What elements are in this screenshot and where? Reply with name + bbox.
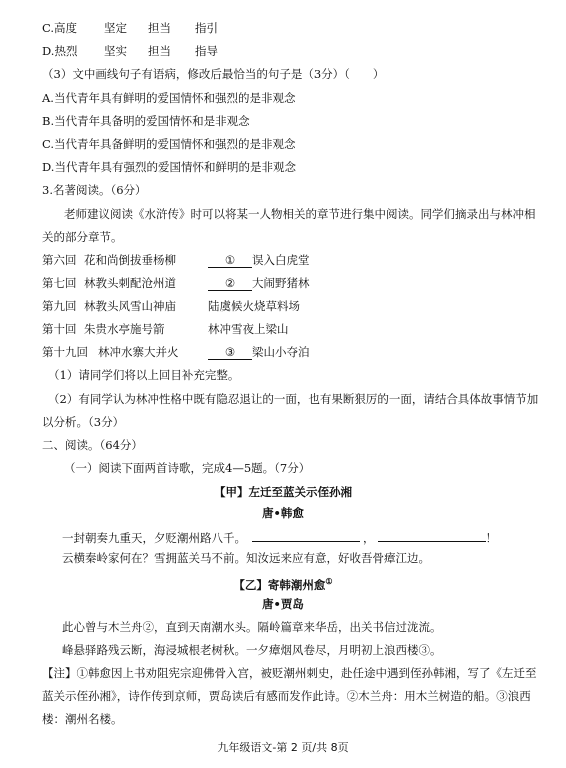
- chapter-title-left: 花和尚倒拔垂杨柳: [84, 253, 176, 267]
- poem2-title: [0, 573, 566, 593]
- poem2-title-footnote: ①: [325, 576, 333, 586]
- poem2-author: 唐•贾岛: [262, 597, 304, 611]
- chapter-blank: ①: [208, 253, 252, 268]
- chapter-row: [42, 252, 310, 268]
- poem2-title-text: 【乙】寄韩潮州愈: [233, 577, 326, 592]
- poem1-line1-text: 一封朝奏九重天，夕贬潮州路八千。: [62, 531, 246, 545]
- poem1-author: 唐•韩愈: [262, 506, 304, 520]
- poem-answer-blank-1: [252, 527, 360, 542]
- poem1-line1: 一封朝奏九重天，夕贬潮州路八千。 ， ！: [62, 527, 497, 546]
- option-word-1: 坚定: [104, 21, 127, 35]
- chapter-row: [42, 321, 289, 337]
- poem-answer-blank-2: [378, 527, 486, 542]
- poem2-line1: 此心曾与木兰舟②，直到天南潮水头。隔岭篇章来华岳，出关书信过泷流。: [62, 620, 442, 634]
- chapter-blank: ②: [208, 276, 252, 291]
- option-word-1: 坚实: [104, 44, 127, 58]
- chapter-number: 第十九回: [42, 345, 88, 359]
- section-3-sub2-line1: （2）有同学认为林冲性格中既有隐忍退让的一面，也有果断狠厉的一面，请结合具体故事情节加: [48, 392, 539, 406]
- chapter-row: [42, 275, 310, 291]
- chapter-title-left: 林冲水寨大并火: [98, 345, 179, 359]
- section-3-sub2-line2: 以分析。（3分）: [42, 415, 125, 429]
- chapter-title-left: 林教头风雪山神庙: [84, 299, 176, 313]
- chapter-title-left: 朱贵水亭施号箭: [84, 322, 165, 336]
- chapter-title-right: 林冲雪夜上梁山: [208, 322, 289, 336]
- q2-option-c: [42, 20, 218, 36]
- chapter-title-right: 陆虞候火烧草料场: [208, 299, 300, 313]
- chapter-number: 第六回: [42, 253, 77, 267]
- q3-option-d: D.当代青年具有强烈的爱国情怀和鲜明的是非观念: [42, 160, 296, 174]
- section-3-intro-line1: 老师建议阅读《水浒传》时可以将某一人物相关的章节进行集中阅读。同学们摘录出与林冲相: [64, 207, 536, 221]
- option-word-3: 指导: [195, 44, 218, 58]
- poem2-line2: 峰悬驿路残云断，海浸城根老树秋。一夕瘴烟风卷尽，月明初上浪西楼③。: [62, 643, 442, 657]
- chapter-row: [42, 298, 300, 314]
- option-word-2: 担当: [148, 21, 171, 35]
- chapter-title-right: 大闹野猪林: [252, 276, 310, 290]
- chapter-title-left: 林教头刺配沧州道: [84, 276, 176, 290]
- q3-option-a: A.当代青年具有鲜明的爱国情怀和强烈的是非观念: [42, 91, 296, 105]
- poem1-line2: 云横秦岭家何在？雪拥蓝关马不前。知汝远来应有意，好收吾骨瘴江边。: [62, 551, 430, 565]
- section-3-sub1: （1）请同学们将以上回目补充完整。: [48, 368, 240, 382]
- chapter-row: [42, 344, 310, 360]
- q2-option-d: [42, 43, 218, 59]
- option-letter: D.热烈: [42, 44, 78, 58]
- chapter-title-right: 梁山小夺泊: [252, 345, 310, 359]
- q3-stem: （3）文中画线句子有语病，修改后最恰当的句子是（3分）（ ）: [42, 67, 385, 81]
- note-line3: 楼：潮州名楼。: [42, 712, 123, 726]
- note-line1: 【注】①韩愈因上书劝阻宪宗迎佛骨入宫，被贬潮州刺史，赴任途中遇到侄孙韩湘，写了《左迁至: [42, 666, 537, 680]
- section-3-intro-line2: 关的部分章节。: [42, 230, 123, 244]
- chapter-number: 第七回: [42, 276, 77, 290]
- option-word-3: 指引: [195, 21, 218, 35]
- q3-option-c: C.当代青年具备鲜明的爱国情怀和强烈的是非观念: [42, 137, 296, 151]
- chapter-blank: ③: [208, 345, 252, 360]
- section-2-subtitle: （一）阅读下面两首诗歌，完成4—5题。（7分）: [64, 461, 311, 475]
- page-footer: 九年级语文-第 2 页/共 8页: [217, 741, 349, 754]
- option-letter: C.高度: [42, 21, 78, 35]
- q3-option-b: B.当代青年具备明的爱国情怀和是非观念: [42, 114, 250, 128]
- poem1-line1-end: ！: [485, 531, 497, 545]
- option-word-2: 担当: [148, 44, 171, 58]
- poem1-title: 【甲】左迁至蓝关示侄孙湘: [214, 485, 352, 499]
- section-3-title: 3.名著阅读。（6分）: [42, 183, 147, 197]
- chapter-number: 第十回: [42, 322, 77, 336]
- section-2-title: 二、阅读。（64分）: [42, 438, 143, 452]
- note-line2: 蓝关示侄孙湘》，诗作传到京师，贾岛读后有感而发作此诗。②木兰舟：用木兰树造的船。③浪西: [42, 689, 531, 703]
- chapter-title-right: 误入白虎堂: [252, 253, 310, 267]
- chapter-number: 第九回: [42, 299, 77, 313]
